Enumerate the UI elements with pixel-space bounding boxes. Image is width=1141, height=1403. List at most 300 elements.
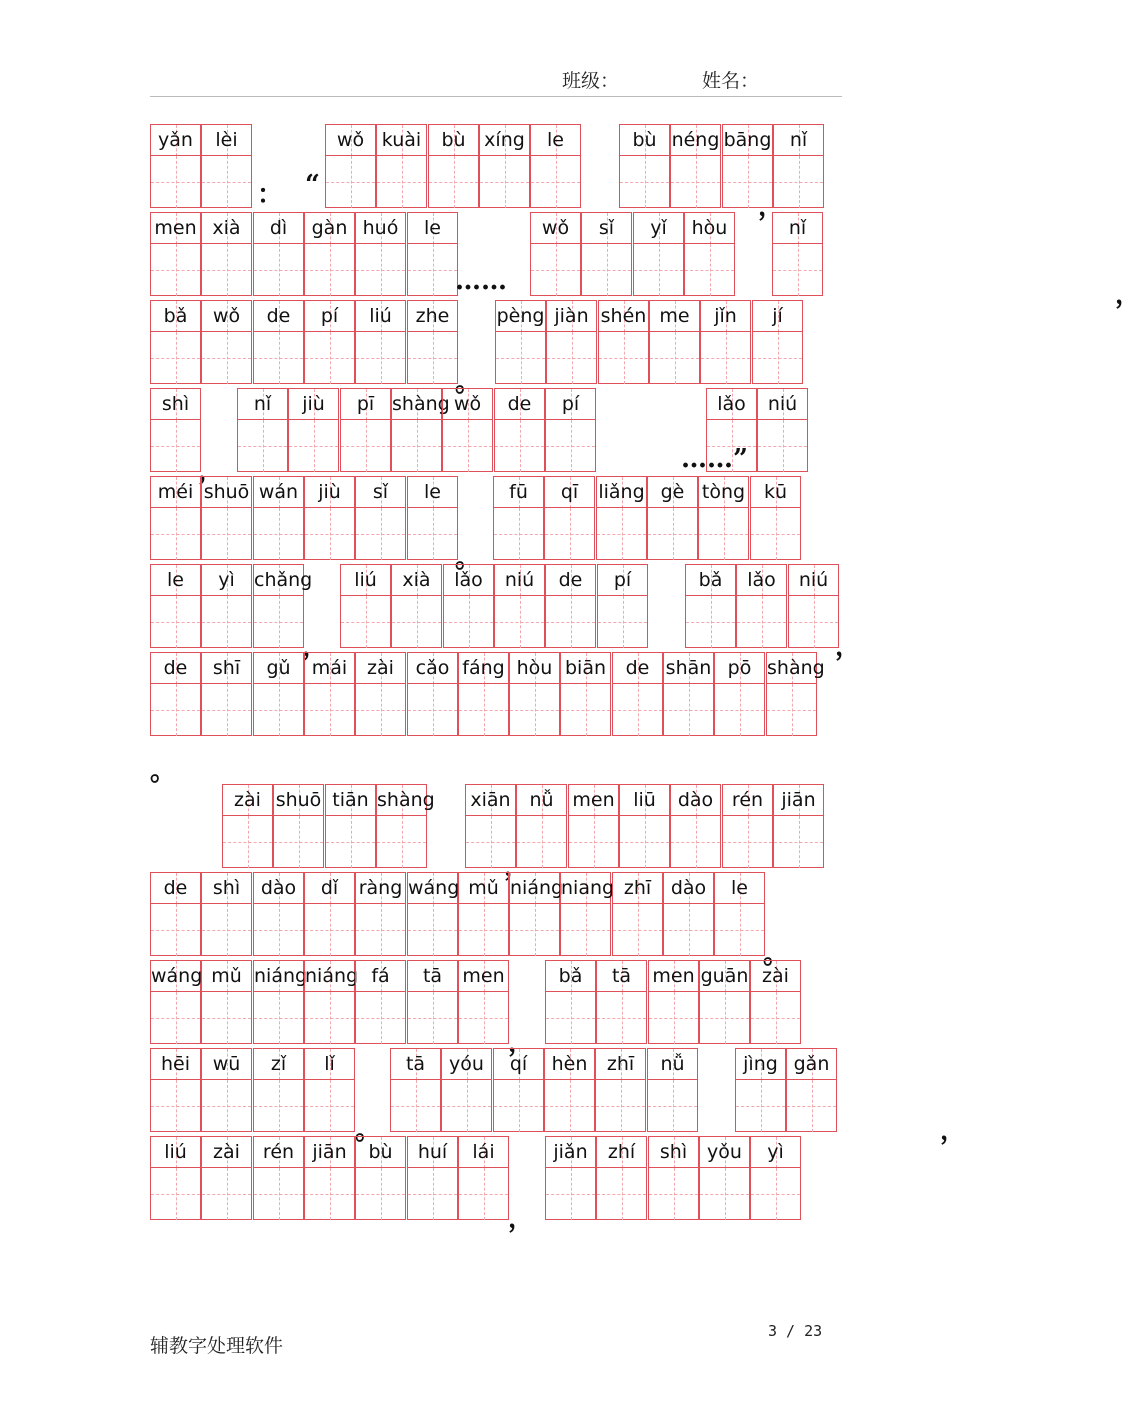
writing-cell <box>545 960 596 1044</box>
pinyin-text: zhī <box>596 1049 645 1080</box>
writing-cell <box>773 124 824 208</box>
hanzi-box <box>305 904 354 956</box>
guide-line <box>696 156 697 208</box>
pinyin-text: lǎo <box>707 389 756 420</box>
hanzi-box <box>774 156 823 208</box>
hanzi-box <box>598 596 647 648</box>
hanzi-box <box>561 684 610 736</box>
guide-line <box>725 1168 726 1220</box>
pinyin-text: rén <box>723 785 772 816</box>
writing-cell <box>253 1048 304 1132</box>
hanzi-box <box>202 684 251 736</box>
pinyin-text: gàn <box>305 213 354 244</box>
punctuation-mark: “ <box>305 170 320 200</box>
guide-line <box>535 904 536 956</box>
hanzi-box <box>701 332 750 384</box>
pinyin-text: zhí <box>597 1137 646 1168</box>
pinyin-text: wū <box>202 1049 251 1080</box>
hanzi-box <box>408 508 457 560</box>
writing-cell <box>619 784 670 868</box>
punctuation-mark: ， <box>1115 280 1141 310</box>
writing-cell <box>516 784 567 868</box>
pinyin-text: cǎo <box>408 653 457 684</box>
pinyin-text: liú <box>341 565 390 596</box>
guide-line <box>799 816 800 868</box>
guide-line <box>674 1168 675 1220</box>
guide-line <box>227 1080 228 1132</box>
hanzi-box <box>341 596 390 648</box>
writing-cell <box>786 1048 837 1132</box>
guide-line <box>279 508 280 560</box>
punctuation-mark: ： <box>257 180 284 210</box>
pinyin-text: yǐ <box>634 213 683 244</box>
pinyin-text: de <box>254 301 303 332</box>
hanzi-box <box>648 1080 697 1132</box>
hanzi-box <box>613 904 662 956</box>
pinyin-text: huó <box>356 213 405 244</box>
pinyin-text: wǒ <box>326 125 375 156</box>
guide-line <box>227 596 228 648</box>
pinyin-text: de <box>151 873 200 904</box>
hanzi-box <box>597 508 646 560</box>
writing-cell <box>253 960 308 1044</box>
writing-cell <box>773 784 824 868</box>
hanzi-box <box>620 156 669 208</box>
hanzi-box <box>444 596 493 648</box>
hanzi-box <box>789 596 838 648</box>
hanzi-box <box>238 420 287 472</box>
writing-cell <box>325 784 376 868</box>
guide-line <box>330 1080 331 1132</box>
hanzi-box <box>408 332 457 384</box>
hanzi-box <box>546 420 595 472</box>
pinyin-text: zhī <box>613 873 662 904</box>
guide-line <box>227 1168 228 1220</box>
guide-line <box>366 596 367 648</box>
writing-cell <box>407 652 458 736</box>
writing-cell <box>458 872 509 956</box>
guide-line <box>279 244 280 296</box>
pinyin-text: de <box>613 653 662 684</box>
writing-cell <box>714 652 765 736</box>
hanzi-box <box>202 508 251 560</box>
hanzi-box <box>202 244 251 296</box>
guide-line <box>366 420 367 472</box>
hanzi-box <box>723 816 772 868</box>
pinyin-text: men <box>569 785 618 816</box>
pinyin-text: rén <box>254 1137 303 1168</box>
hanzi-box <box>751 1168 800 1220</box>
writing-cell <box>304 476 355 560</box>
guide-line <box>351 156 352 208</box>
pinyin-text: shān <box>664 653 713 684</box>
hanzi-box <box>459 1168 508 1220</box>
guide-line <box>675 332 676 384</box>
guide-line <box>778 332 779 384</box>
hanzi-box <box>305 1080 354 1132</box>
hanzi-box <box>459 904 508 956</box>
writing-cell <box>698 476 749 560</box>
hanzi-box <box>356 508 405 560</box>
guide-line <box>381 332 382 384</box>
hanzi-box <box>202 332 251 384</box>
hanzi-box <box>531 156 580 208</box>
pinyin-text: dào <box>671 785 720 816</box>
writing-cell <box>699 1136 750 1220</box>
hanzi-box <box>377 816 426 868</box>
writing-cell <box>612 652 663 736</box>
pinyin-text: hòu <box>510 653 559 684</box>
pinyin-text: bù <box>429 125 478 156</box>
pinyin-text: pō <box>715 653 764 684</box>
guide-line <box>792 684 793 736</box>
hanzi-box <box>202 992 251 1044</box>
guide-line <box>783 420 784 472</box>
pinyin-text: néng <box>671 125 720 156</box>
guide-line <box>491 816 492 868</box>
guide-line <box>638 904 639 956</box>
writing-cell <box>663 872 714 956</box>
writing-cell <box>458 652 509 736</box>
guide-line <box>227 156 228 208</box>
punctuation-mark: 。 <box>455 368 482 398</box>
writing-cell <box>253 564 313 648</box>
pinyin-text: niang <box>561 873 610 904</box>
pinyin-text: chǎng <box>254 565 303 596</box>
writing-cell <box>544 476 595 560</box>
pinyin-text: liū <box>620 785 669 816</box>
guide-line <box>227 508 228 560</box>
writing-cell <box>722 784 773 868</box>
hanzi-box <box>356 992 405 1044</box>
hanzi-box <box>546 992 595 1044</box>
hanzi-box <box>545 508 594 560</box>
guide-line <box>417 420 418 472</box>
pinyin-text: shì <box>202 873 251 904</box>
writing-cell <box>649 300 700 384</box>
writing-cell <box>736 564 787 648</box>
punctuation-mark: ， <box>758 192 785 222</box>
writing-cell <box>700 300 751 384</box>
writing-cell <box>304 1136 355 1220</box>
pinyin-text: de <box>151 653 200 684</box>
hanzi-box <box>480 156 529 208</box>
writing-cell <box>407 300 458 384</box>
page-number: 3 / 23 <box>768 1322 823 1340</box>
pinyin-text: shàng <box>392 389 441 420</box>
punctuation-mark: 。 <box>763 940 790 970</box>
hanzi-box <box>408 992 457 1044</box>
writing-cell <box>253 872 304 956</box>
hanzi-box <box>305 508 354 560</box>
writing-cell <box>788 564 839 648</box>
hanzi-box <box>443 420 492 472</box>
guide-line <box>535 684 536 736</box>
writing-cell <box>670 784 721 868</box>
pinyin-text: bǎ <box>151 301 200 332</box>
pinyin-text: liǎng <box>597 477 646 508</box>
hanzi-box <box>202 904 251 956</box>
hanzi-box <box>517 816 566 868</box>
punctuation-mark: ， <box>508 1204 535 1234</box>
pinyin-text: biān <box>561 653 610 684</box>
pinyin-text: zhe <box>408 301 457 332</box>
hanzi-box <box>202 156 251 208</box>
guide-line <box>330 684 331 736</box>
name-label: 姓名： <box>702 70 760 92</box>
hanzi-box <box>664 904 713 956</box>
pinyin-text: lái <box>459 1137 508 1168</box>
pinyin-text: lǎo <box>737 565 786 596</box>
hanzi-box <box>356 244 405 296</box>
header-divider <box>150 96 842 97</box>
writing-cell <box>304 1048 355 1132</box>
pinyin-text: nǐ <box>238 389 287 420</box>
pinyin-text: guān <box>700 961 749 992</box>
hanzi-box <box>202 1168 251 1220</box>
hanzi-box <box>569 816 618 868</box>
hanzi-box <box>274 816 323 868</box>
pinyin-text: yóu <box>442 1049 491 1080</box>
writing-cell <box>376 784 435 868</box>
pinyin-text: yǒu <box>700 1137 749 1168</box>
guide-line <box>624 332 625 384</box>
pinyin-text: le <box>151 565 200 596</box>
writing-cell <box>530 212 581 296</box>
hanzi-box <box>596 1080 645 1132</box>
writing-cell <box>597 564 648 648</box>
writing-cell <box>648 960 699 1044</box>
pinyin-text: pí <box>546 389 595 420</box>
writing-cell <box>201 212 252 296</box>
hanzi-box <box>429 156 478 208</box>
pinyin-text: bǎ <box>546 961 595 992</box>
hanzi-box <box>494 508 543 560</box>
pinyin-text: jí <box>753 301 802 332</box>
guide-line <box>176 420 177 472</box>
guide-line <box>469 596 470 648</box>
guide-line <box>484 904 485 956</box>
guide-line <box>586 684 587 736</box>
pinyin-text: shī <box>202 653 251 684</box>
guide-line <box>176 992 177 1044</box>
guide-line <box>330 332 331 384</box>
hanzi-box <box>758 420 807 472</box>
writing-cell <box>509 652 560 736</box>
writing-cell <box>304 212 355 296</box>
writing-cell <box>596 476 647 560</box>
hanzi-box <box>459 684 508 736</box>
hanzi-box <box>151 1168 200 1220</box>
guide-line <box>556 244 557 296</box>
writing-cell <box>407 1136 458 1220</box>
pinyin-text: dào <box>254 873 303 904</box>
writing-cell <box>685 564 736 648</box>
pinyin-text: tòng <box>699 477 748 508</box>
guide-line <box>402 816 403 868</box>
hanzi-box <box>442 1080 491 1132</box>
guide-line <box>416 1080 417 1132</box>
writing-cell <box>596 1136 647 1220</box>
writing-cell <box>750 1136 801 1220</box>
punctuation-mark: 。 <box>455 544 482 574</box>
pinyin-text: jiān <box>305 1137 354 1168</box>
pinyin-text: men <box>151 213 200 244</box>
hanzi-box <box>545 1080 594 1132</box>
writing-cell <box>355 476 406 560</box>
pinyin-text: gǎn <box>787 1049 836 1080</box>
guide-line <box>176 332 177 384</box>
punctuation-mark: ， <box>198 456 225 486</box>
hanzi-box <box>648 508 697 560</box>
writing-cell <box>493 476 544 560</box>
pinyin-text: dào <box>664 873 713 904</box>
writing-cell <box>407 212 458 296</box>
pinyin-text: zài <box>202 1137 251 1168</box>
guide-line <box>381 508 382 560</box>
pinyin-text: yì <box>202 565 251 596</box>
footer-title: 辅教字处理软件 <box>150 1335 284 1357</box>
guide-line <box>673 1080 674 1132</box>
pinyin-text: xíng <box>480 125 529 156</box>
guide-line <box>433 992 434 1044</box>
guide-line <box>351 816 352 868</box>
hanzi-box <box>547 332 596 384</box>
pinyin-text: jǐn <box>701 301 750 332</box>
guide-line <box>798 244 799 296</box>
writing-cell <box>722 124 773 208</box>
guide-line <box>542 816 543 868</box>
pinyin-text: le <box>408 477 457 508</box>
guide-line <box>776 992 777 1044</box>
guide-line <box>812 1080 813 1132</box>
guide-line <box>520 420 521 472</box>
guide-line <box>673 508 674 560</box>
hanzi-box <box>305 992 354 1044</box>
guide-line <box>799 156 800 208</box>
writing-cell <box>304 960 359 1044</box>
hanzi-box <box>459 992 508 1044</box>
hanzi-box <box>650 332 699 384</box>
pinyin-text: shàng <box>377 785 426 816</box>
writing-cell <box>495 300 546 384</box>
writing-cell <box>390 1048 441 1132</box>
pinyin-text: xià <box>392 565 441 596</box>
writing-cell <box>304 652 355 736</box>
hanzi-box <box>620 816 669 868</box>
guide-line <box>674 992 675 1044</box>
writing-cell <box>443 564 494 648</box>
guide-line <box>484 992 485 1044</box>
hanzi-box <box>787 1080 836 1132</box>
hanzi-box <box>597 992 646 1044</box>
pinyin-text: niú <box>789 565 838 596</box>
hanzi-box <box>202 596 251 648</box>
hanzi-box <box>151 332 200 384</box>
guide-line <box>725 992 726 1044</box>
hanzi-box <box>649 1168 698 1220</box>
hanzi-box <box>751 992 800 1044</box>
guide-line <box>176 508 177 560</box>
hanzi-box <box>151 684 200 736</box>
writing-cell <box>545 1136 596 1220</box>
guide-line <box>227 332 228 384</box>
writing-cell <box>201 476 252 560</box>
hanzi-box <box>356 332 405 384</box>
writing-cell <box>150 564 201 648</box>
hanzi-box <box>671 156 720 208</box>
pinyin-text: shuō <box>202 477 251 508</box>
hanzi-box <box>151 1080 200 1132</box>
guide-line <box>711 596 712 648</box>
writing-cell <box>237 388 288 472</box>
guide-line <box>571 596 572 648</box>
hanzi-box <box>773 244 822 296</box>
pinyin-text: gǔ <box>254 653 303 684</box>
hanzi-box <box>466 816 515 868</box>
writing-cell <box>494 388 545 472</box>
hanzi-box <box>671 816 720 868</box>
pinyin-text: niáng <box>254 961 303 992</box>
guide-line <box>505 156 506 208</box>
pinyin-text: nǐ <box>773 213 822 244</box>
writing-cell <box>757 388 808 472</box>
guide-line <box>621 1080 622 1132</box>
hanzi-box <box>561 904 610 956</box>
guide-line <box>689 684 690 736</box>
guide-line <box>279 332 280 384</box>
guide-line <box>519 508 520 560</box>
pinyin-text: le <box>715 873 764 904</box>
hanzi-box <box>223 816 272 868</box>
guide-line <box>433 684 434 736</box>
guide-line <box>776 1168 777 1220</box>
hanzi-box <box>254 244 303 296</box>
writing-cell <box>391 388 450 472</box>
guide-line <box>740 904 741 956</box>
writing-cell <box>355 300 406 384</box>
guide-line <box>622 508 623 560</box>
guide-line <box>571 420 572 472</box>
guide-line <box>176 684 177 736</box>
writing-cell <box>253 652 304 736</box>
guide-line <box>732 420 733 472</box>
guide-line <box>227 992 228 1044</box>
hanzi-box <box>767 684 816 736</box>
guide-line <box>381 684 382 736</box>
writing-cell <box>407 476 458 560</box>
pinyin-text: le <box>408 213 457 244</box>
hanzi-box <box>753 332 802 384</box>
guide-line <box>696 816 697 868</box>
guide-line <box>417 596 418 648</box>
punctuation-mark: ， <box>504 852 531 882</box>
pinyin-text: wǒ <box>202 301 251 332</box>
writing-cell <box>493 1048 544 1132</box>
guide-line <box>748 156 749 208</box>
guide-line <box>381 904 382 956</box>
pinyin-text: mǔ <box>202 961 251 992</box>
hanzi-box <box>202 1080 251 1132</box>
writing-cell <box>598 300 649 384</box>
writing-cell <box>150 124 201 208</box>
hanzi-box <box>151 508 200 560</box>
pinyin-text: yǎn <box>151 125 200 156</box>
pinyin-text: fū <box>494 477 543 508</box>
pinyin-text: niú <box>758 389 807 420</box>
writing-cell <box>150 960 201 1044</box>
guide-line <box>586 904 587 956</box>
